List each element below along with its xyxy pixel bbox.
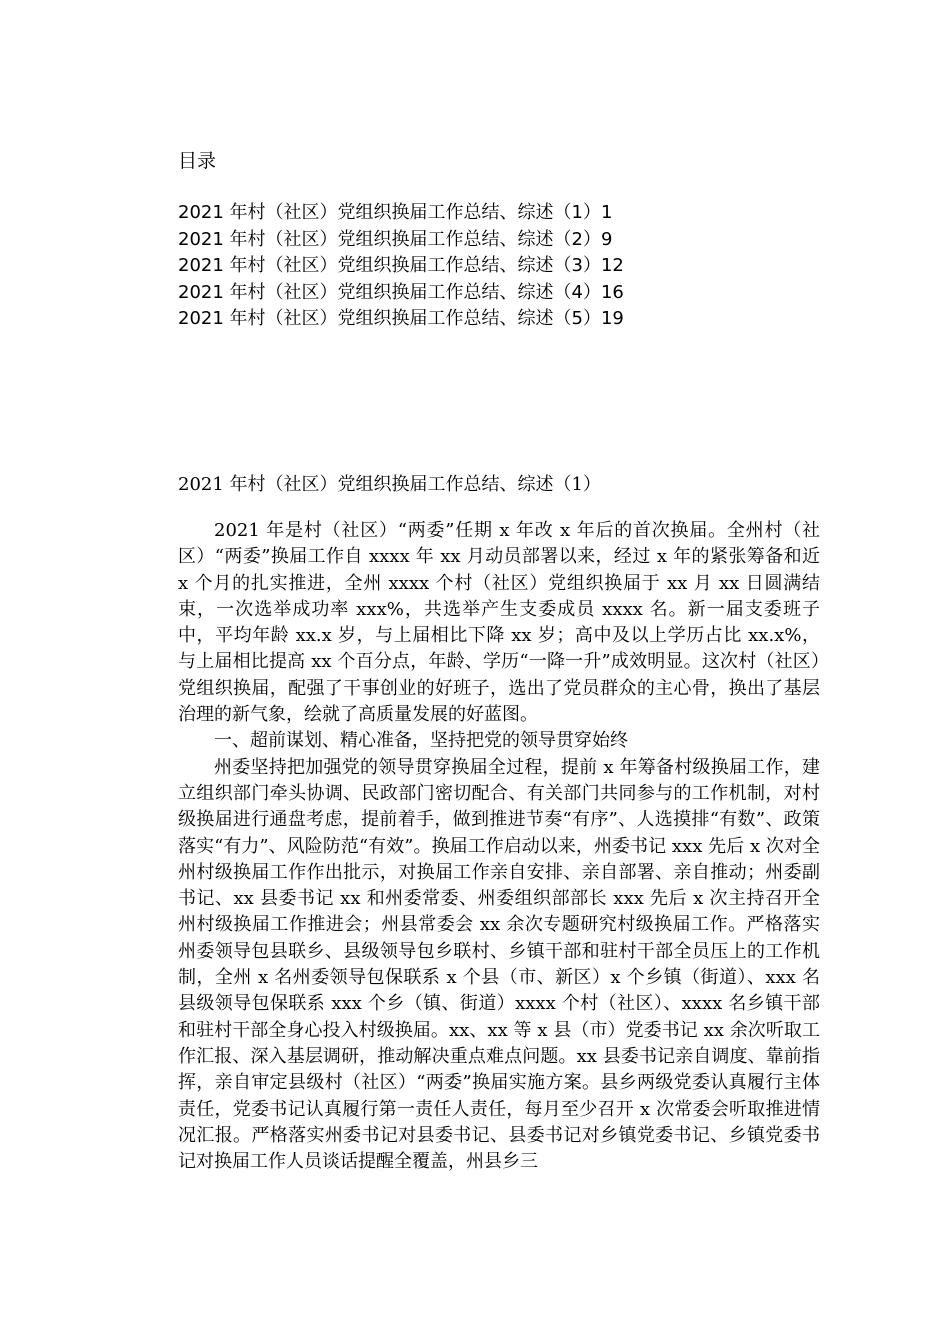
toc-item[interactable]: 2021 年村（社区）党组织换届工作总结、综述（5）19: [178, 308, 624, 329]
article-body: [178, 518, 820, 1175]
toc-item[interactable]: 2021 年村（社区）党组织换届工作总结、综述（3）12: [178, 255, 624, 276]
toc-title: 目录: [178, 150, 217, 172]
toc-item[interactable]: 2021 年村（社区）党组织换届工作总结、综述（1）1: [178, 202, 613, 223]
paragraph-intro: 2021 年是村（社区）“两委”任期 x 年改 x 年后的首次换届。全州村（社区）“两委”换届工作自 xxxx 年 xx 月动员部署以来，经过 x 年的紧张筹备和近 x 个月的扎实推进，全州 xxxx 个村（社区）党组织换届于 xx 月 xx 日圆满结束，一次选举成功率 xxx%，共选举产生支委成员 xxxx 名。新一届支委班子中，平均年龄 xx.x 岁，与上届相比下降 xx 岁；高中及以上学历占比 xx.x%，与上届相比提高 xx 个百分点，年龄、学历“一降一升”成效明显。这次村（社区）党组织换届，配强了干事创业的好班子，选出了党员群众的主心骨，换出了基层治理的新气象，绘就了高质量发展的好蓝图。: [178, 520, 820, 726]
toc-item[interactable]: 2021 年村（社区）党组织换届工作总结、综述（4）16: [178, 281, 624, 303]
section-heading: 一、超前谋划、精心准备，坚持把党的领导贯穿始终: [214, 730, 628, 752]
paragraph-section-1: 州委坚持把加强党的领导贯穿换届全过程，提前 x 年筹备村级换届工作，建立组织部门牵头协调、民政部门密切配合、有关部门共同参与的工作机制，对村级换届进行通盘考虑，提前着手，做到推进节奏“有序”、人选摸排“有数”、政策落实“有力”、风险防范“有效”。换届工作启动以来，州委书记 xxx 先后 x 次对全州村级换届工作作出批示，对换届工作亲自安排、亲自部署、亲自推动；州委副书记、xx 县委书记 xx 和州委常委、州委组织部部长 xxx 先后 x 次主持召开全州村级换届工作推进会；州县常委会 xx 余次专题研究村级换届工作。严格落实州委领导包县联乡、县级领导包乡联村、乡镇干部和驻村干部全员压上的工作机制，全州 x 名州委领导包保联系 x 个县（市、新区）x 个乡镇（街道）、xxx 名县级领导包保联系 xxx 个乡（镇、街道）xxxx 个村（社区）、xxxx 名乡镇干部和驻村干部全身心投入村级换届。xx、xx 等 x 县（市）党委书记 xx 余次听取工作汇报、深入基层调研，推动解决重点难点问题。xx 县委书记亲自调度、靠前指挥，亲自审定县级村（社区）“两委”换届实施方案。县乡两级党委认真履行主体责任，党委书记认真履行第一责任人责任，每月至少召开 x 次常委会听取推进情况汇报。严格落实州委书记对县委书记、县委书记对乡镇党委书记、乡镇党委书记对换届工作人员谈话提醒全覆盖，州县乡三: [178, 756, 820, 1173]
table-of-contents: [178, 200, 624, 333]
toc-item[interactable]: 2021 年村（社区）党组织换届工作总结、综述（2）9: [178, 228, 613, 250]
article-title: 2021 年村（社区）党组织换届工作总结、综述（1）: [178, 474, 601, 495]
